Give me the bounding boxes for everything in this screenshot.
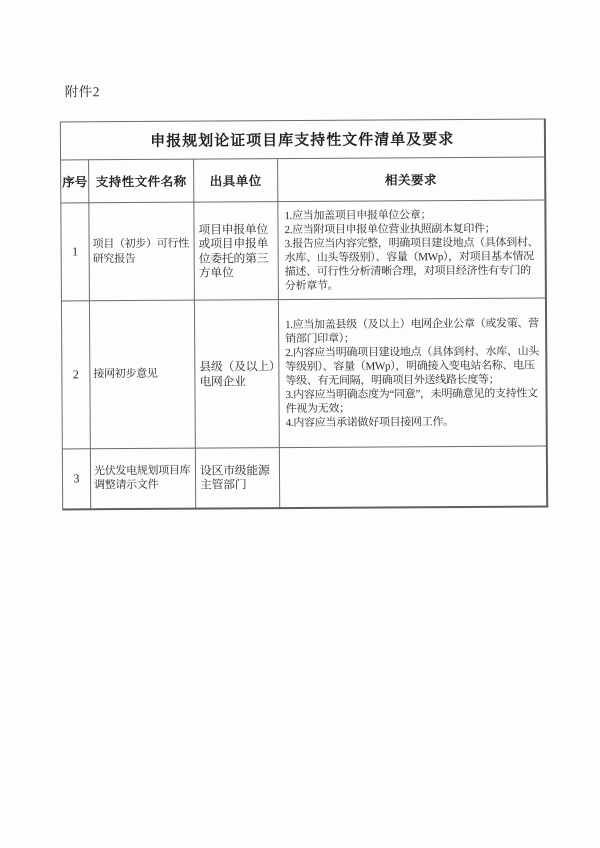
issuing-unit: 项目申报单位或项目申报单位委托的第三方单位 xyxy=(194,202,279,301)
requirement-line: 3.内容应当明确态度为“同意”，未明确意见的支持性文件视为无效； xyxy=(285,387,538,415)
supporting-documents-table xyxy=(60,118,548,509)
table-title-row xyxy=(60,119,544,160)
table-row xyxy=(62,446,546,509)
table-row xyxy=(61,200,546,301)
table-row xyxy=(61,298,546,449)
document-name: 接网初步意见 xyxy=(89,300,195,449)
column-header-issuer: 出具单位 xyxy=(194,159,278,203)
document-name: 光伏发电规划项目库调整请示文件 xyxy=(90,448,195,509)
attachment-label: 附件2 xyxy=(64,84,100,100)
issuing-unit: 设区市级能源主管部门 xyxy=(195,448,279,509)
document-name: 项目（初步）可行性研究报告 xyxy=(89,202,195,301)
row-index: 1 xyxy=(61,203,90,301)
column-header-doc-name: 支持性文件名称 xyxy=(89,159,194,203)
issuing-unit: 县级（及以上）电网企业 xyxy=(194,300,279,449)
requirements-cell-empty xyxy=(279,446,546,508)
requirement-line: 1.应当加盖县级（及以上）电网企业公章（或发策、营销部门印章）； xyxy=(285,317,539,345)
requirement-line: 2.内容应当明确项目建设地点（具体到村、水库、山头等级别）、容量（MWp），明确接入变电站名称、电压等级、有无间隔，明确项目外送线路长度等； xyxy=(285,345,540,387)
requirement-line: 1.应当加盖项目申报单位公章； xyxy=(284,208,432,222)
requirement-line: 2.应当附项目申报单位营业执照副本复印件； xyxy=(284,222,496,236)
table-header-row xyxy=(61,157,545,203)
requirement-line: 3.报告应当内容完整，明确项目建设地点（具体到村、水库、山头等级别）、容量（MWp），对项目基本情况描述、可行性分析清晰合理，对项目经济性有专门的分析章节。 xyxy=(284,236,539,292)
requirements-cell xyxy=(278,200,546,300)
row-index: 3 xyxy=(62,449,90,509)
column-header-index: 序号 xyxy=(61,160,89,203)
column-header-requirements: 相关要求 xyxy=(278,157,545,202)
requirement-line: 4.内容应当承诺做好项目接网工作。 xyxy=(285,415,454,429)
row-index: 2 xyxy=(61,301,90,449)
requirements-cell xyxy=(278,298,546,448)
table-title: 申报规划论证项目库支持性文件清单及要求 xyxy=(60,119,544,160)
